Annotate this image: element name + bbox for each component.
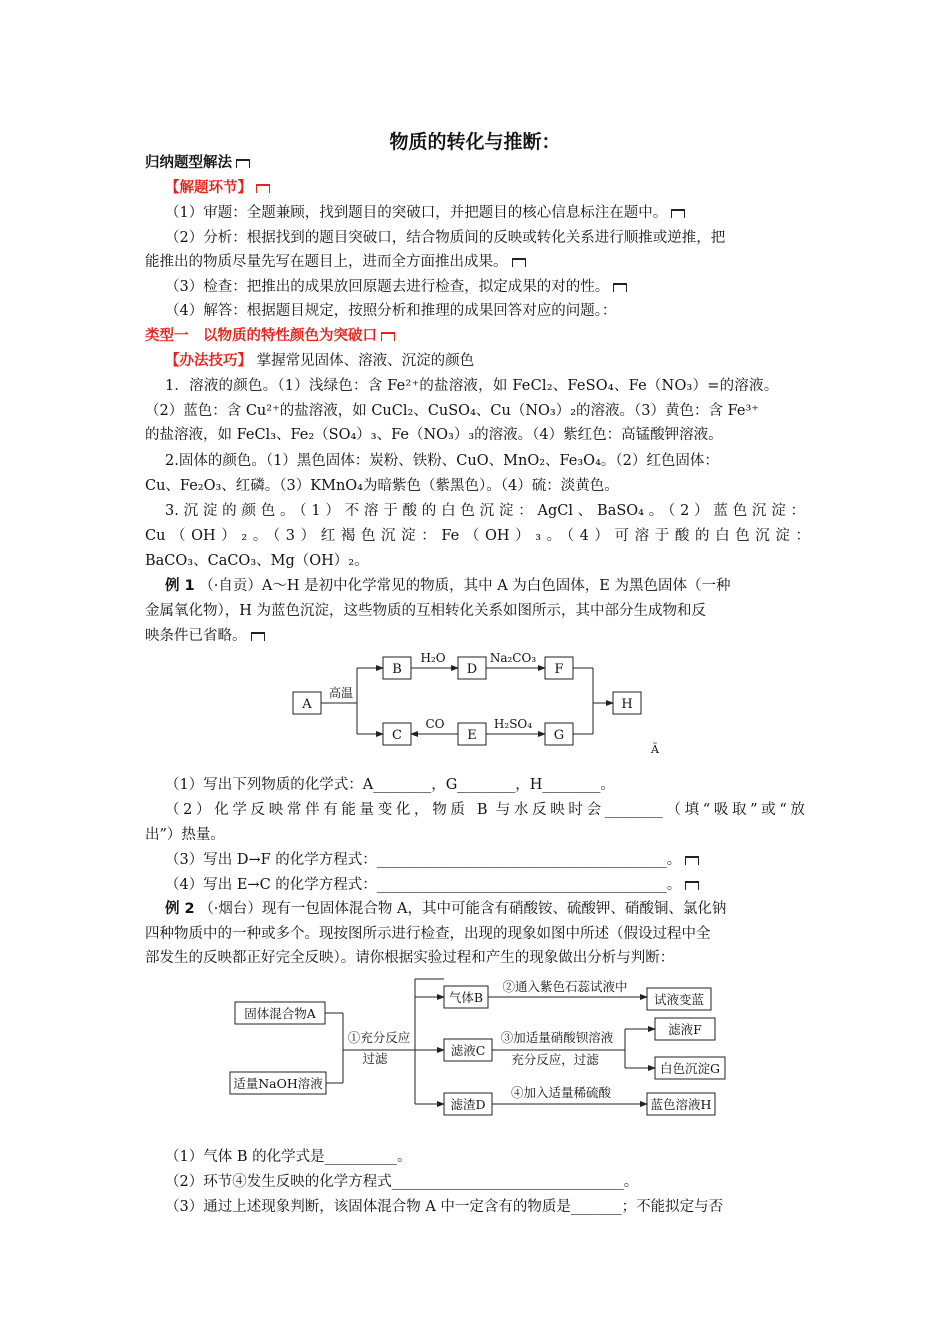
- paragraph-mark-icon: [685, 856, 699, 865]
- paragraph-mark-icon: [671, 209, 685, 218]
- example2-line: 例 2 （·烟台）现有一包固体混合物 A，其中可能含有硝酸铵、硫酸钾、硝酸铜、氯化钠: [165, 901, 727, 917]
- color-line: Cu、Fe₂O₃、红磷。（3）KMnO₄为暗紫色（紫黑色）。（4）硫：淡黄色。: [145, 478, 619, 494]
- edge-label-na2co3: Na₂CO₃: [489, 651, 537, 665]
- color-line: Cu（OH）₂。（3）红褐色沉淀：Fe（OH）₃。（4）可溶于酸的白色沉淀：: [145, 528, 810, 544]
- example2-line: 四种物质中的一种或多个。现按图所示进行检查，出现的现象如图中所述（假设过程中全: [145, 926, 711, 942]
- example1-question: （2）化学反映常伴有能量变化，物质 B 与水反映时会________（填“吸取”或“放: [165, 802, 805, 818]
- edge-label-h2o: H₂O: [420, 651, 446, 665]
- example1-question: （3）写出 D→F 的化学方程式：________________________________________。: [165, 850, 830, 870]
- example1-question: 出”）热量。: [145, 827, 225, 843]
- paragraph-mark-icon: [256, 184, 270, 193]
- box-turns-blue: 试液变蓝: [653, 992, 705, 1007]
- step-line: （1）审题：全题兼顾，找到题目的突破口，并把题目的核心信息标注在题中。: [165, 203, 830, 223]
- example1-diagram: [285, 645, 675, 760]
- page-title: 物质的转化与推断：: [389, 131, 561, 153]
- example2-question: （2）环节④发生反映的化学方程式________________________________。: [165, 1174, 639, 1190]
- example2-diagram: [225, 970, 735, 1122]
- step-line: 能推出的物质尽量先写在题目上，进而全方面推出成果。: [145, 252, 810, 272]
- tips-line: 【办法技巧】 掌握常见固体、溶液、沉淀的颜色: [165, 353, 475, 369]
- edge-label-high-temp: 高温: [328, 686, 354, 700]
- example1-question: （1）写出下列物质的化学式：A________，G________，H________。: [165, 777, 615, 793]
- edge-label-co: CO: [425, 717, 445, 731]
- paragraph-mark-icon: [251, 632, 265, 641]
- box-blue-solution-h: 蓝色溶液H: [650, 1097, 712, 1112]
- node-f: F: [554, 662, 564, 677]
- node-c: C: [392, 728, 402, 743]
- section-heading: 归纳题型解法: [145, 153, 810, 173]
- box-white-precipitate-g: 白色沉淀G: [660, 1061, 720, 1076]
- box-gas-b: 气体B: [448, 990, 484, 1005]
- example2-question: （1）气体 B 的化学式是__________。: [165, 1149, 412, 1165]
- example1-question: （4）写出 E→C 的化学方程式：________________________________________。: [165, 875, 830, 895]
- step-line: （4）解答：根据题目规定，按照分析和推理的成果回答对应的问题。：: [165, 303, 617, 319]
- label-step-4: ④加入适量稀硫酸: [510, 1085, 612, 1100]
- label-full-reaction: ①充分反应: [347, 1030, 411, 1045]
- box-filtrate-c: 滤液C: [450, 1043, 486, 1058]
- stray-glyph: Ã: [651, 743, 659, 756]
- paragraph-mark-icon: [381, 332, 395, 341]
- paragraph-mark-icon: [236, 159, 250, 168]
- type1-heading: 类型一 以物质的特性颜色为突破口: [145, 326, 810, 346]
- label-step-3-sub: 充分反应，过滤: [511, 1052, 599, 1067]
- step-line: （3）检查：把推出的成果放回原题去进行检查，拟定成果的对的性。: [165, 277, 830, 297]
- paragraph-mark-icon: [685, 881, 699, 890]
- color-line: 3.沉淀的颜色。（1）不溶于酸的白色沉淀：AgCl、BaSO₄。（2）蓝色沉淀：: [165, 503, 805, 519]
- color-line: （2）蓝色：含 Cu²⁺的盐溶液，如 CuCl₂、CuSO₄、Cu（NO₃）₂的溶液。（3）黄色：含 Fe³⁺: [145, 403, 759, 419]
- node-d: D: [466, 662, 478, 677]
- steps-heading: 【解题环节】: [165, 178, 830, 198]
- box-residue-d: 滤渣D: [450, 1097, 486, 1112]
- paragraph-mark-icon: [613, 283, 627, 292]
- edge-label-h2so4: H₂SO₄: [493, 717, 533, 731]
- color-line: 1．溶液的颜色。（1）浅绿色：含 Fe²⁺的盐溶液，如 FeCl₂、FeSO₄、Fe（NO₃）=的溶液。: [165, 378, 779, 394]
- label-step-3: ③加适量硝酸钡溶液: [500, 1030, 614, 1045]
- node-g: G: [553, 728, 565, 743]
- node-h: H: [621, 697, 633, 712]
- node-b: B: [392, 662, 402, 677]
- label-step-2: ②通入紫色石蕊试液中: [502, 979, 628, 994]
- box-filtrate-f: 滤液F: [668, 1022, 702, 1037]
- paragraph-mark-icon: [512, 258, 526, 267]
- example1-line: 例 1 （·自贡）A～H 是初中化学常见的物质，其中 A 为白色固体，E 为黑色固体（一种: [165, 578, 731, 594]
- label-filter: 过滤: [362, 1051, 388, 1066]
- node-a: A: [302, 697, 312, 712]
- example1-line: 金属氧化物），H 为蓝色沉淀，这些物质的互相转化关系如图所示，其中部分生成物和反: [145, 603, 707, 619]
- node-e: E: [467, 728, 477, 743]
- color-line: BaCO₃、CaCO₃、Mg（OH）₂。: [145, 553, 369, 569]
- example2-question: （3）通过上述现象判断，该固体混合物 A 中一定含有的物质是_______；不能拟定与否: [165, 1199, 724, 1215]
- example1-line: 映条件已省略。: [145, 626, 810, 646]
- color-line: 2.固体的颜色。（1）黑色固体：炭粉、铁粉、CuO、MnO₂、Fe₃O₄。（2）红色固体：: [165, 453, 719, 469]
- box-naoh-solution: 适量NaOH溶液: [233, 1076, 323, 1091]
- example2-line: 部发生的反映都正好完全反映）。请你根据实验过程和产生的现象做出分析与判断：: [145, 950, 675, 966]
- color-line: 的盐溶液，如 FeCl₃、Fe₂（SO₄）₃、Fe（NO₃）₃的溶液。（4）紫红色：高锰酸钾溶液。: [145, 427, 723, 443]
- step-line: （2）分析：根据找到的题目突破口，结合物质间的反映或转化关系进行顺推或逆推，把: [165, 230, 726, 246]
- box-solid-mixture-a: 固体混合物A: [244, 1006, 316, 1021]
